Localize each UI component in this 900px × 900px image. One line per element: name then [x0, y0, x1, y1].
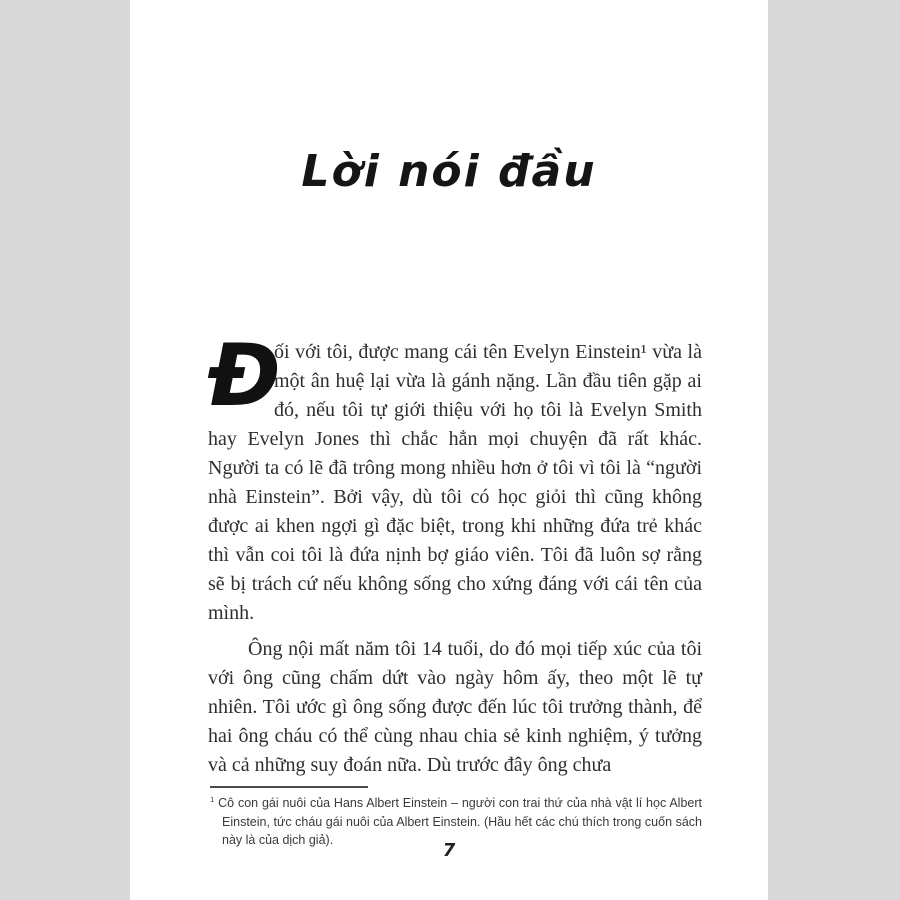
footnote-body: Cô con gái nuôi của Hans Albert Einstein – người con trai thứ của nhà vật lí học Albert Einstein, tức cháu gái nuôi của Albert Einstein. (Hầu hết các chú thích trong cuốn sách này là của dịch giả).	[214, 796, 702, 847]
drop-cap-letter: Đ	[208, 326, 281, 426]
paragraph-second: Ông nội mất năm tôi 14 tuổi, do đó mọi tiếp xúc của tôi với ông cũng chấm dứt vào ngày hôm ấy, theo một lẽ tự nhiên. Tôi ước gì ông sống được đến lúc tôi trưởng thành, để hai ông cháu có thể cùng nhau chia sẻ kinh nghiệm, ý tưởng và cả những suy đoán nữa. Dù trước đây ông chưa	[208, 638, 702, 776]
paragraph-first	[208, 326, 702, 628]
page-number: 7	[442, 840, 456, 861]
footnote-separator-rule	[210, 786, 368, 788]
chapter-title: Lời nói đầu	[301, 146, 597, 197]
book-page	[130, 0, 768, 900]
body-text-block	[208, 326, 702, 780]
paragraph-first-text: ối với tôi, được mang cái tên Evelyn Einstein¹ vừa là một ân huệ lại vừa là gánh nặng. Lần đầu tiên gặp ai đó, nếu tôi tự giới thiệu với họ tôi là Evelyn Smith hay Evelyn Jones thì chắc hẳn mọi chuyện đã rất khác. Người ta có lẽ đã trông mong nhiều hơn ở tôi vì tôi là “người nhà Einstein”. Bởi vậy, dù tôi có học giỏi thì cũng không được ai khen ngợi gì đặc biệt, trong khi những đứa trẻ khác thì vẫn coi tôi là đứa nịnh bợ giáo viên. Tôi đã luôn sợ rằng sẽ bị trách cứ nếu không sống cho xứng đáng với cái tên của mình.	[208, 341, 702, 624]
footnote-marker: 1	[210, 794, 215, 804]
